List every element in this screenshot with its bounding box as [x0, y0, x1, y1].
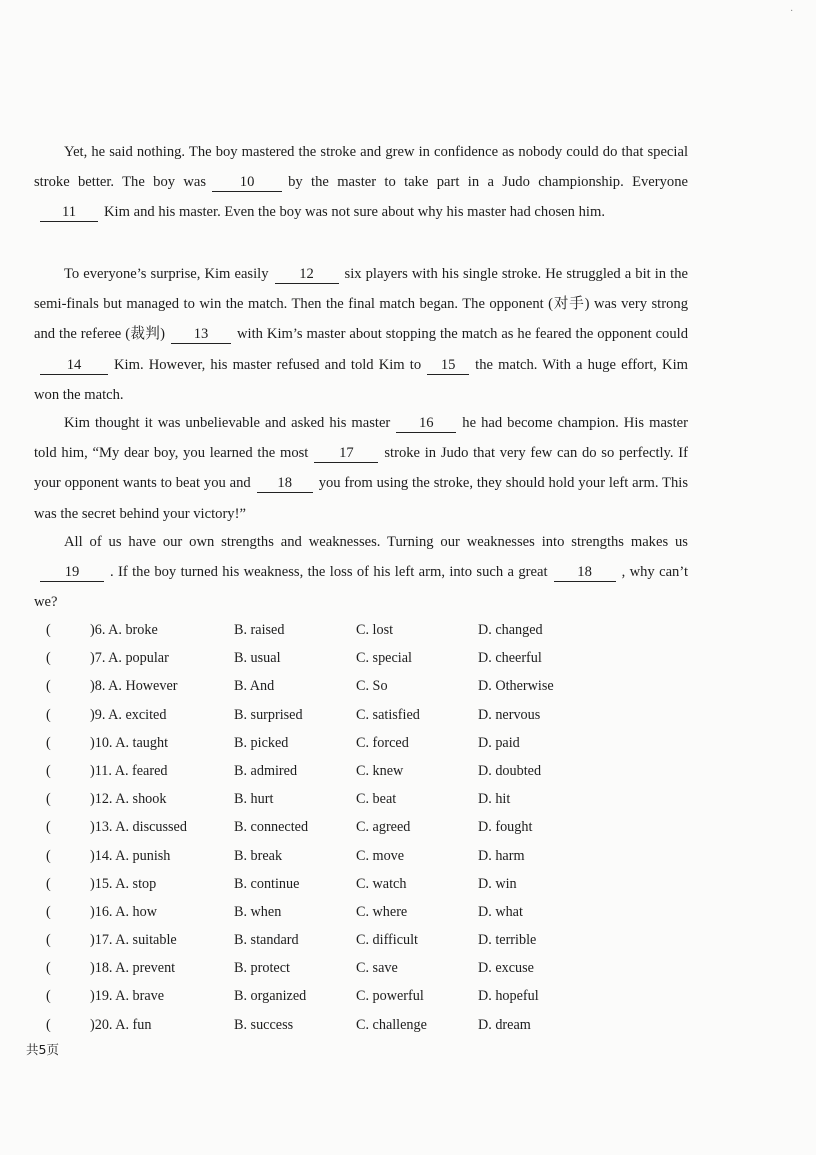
answer-paren[interactable]: (: [46, 932, 51, 949]
question-row: [46, 954, 666, 982]
option-b: B. standard: [234, 932, 299, 949]
question-row: [46, 729, 666, 757]
option-a: )20. A. fun: [90, 1016, 152, 1033]
option-d: D. win: [478, 875, 517, 892]
option-b: B. raised: [234, 622, 285, 638]
text: six players with his single stroke. He struggled a bit in the semi-finals but managed to win the match. Then the final match began. The opponent (对手) was very strong and the referee (裁判): [34, 266, 688, 343]
option-d: D. doubted: [478, 762, 542, 779]
blank-11: 11: [40, 203, 98, 222]
option-c: C. lost: [356, 622, 394, 638]
option-a: )19. A. brave: [90, 988, 165, 1005]
answer-options: [46, 616, 666, 1039]
blank-18: 18: [257, 474, 313, 493]
option-a: )8. A. However: [90, 678, 178, 695]
text: stroke in Judo that very few can do so perfectly. If your opponent wants to beat you and: [34, 445, 688, 492]
option-a: )6. A. broke: [90, 622, 158, 638]
answer-paren[interactable]: (: [46, 903, 51, 920]
question-row: [46, 982, 666, 1010]
blank-13: 13: [171, 325, 231, 344]
option-d: D. dream: [478, 1016, 531, 1033]
text: To everyone’s surprise, Kim easily: [64, 266, 269, 282]
option-a: )15. A. stop: [90, 875, 157, 892]
text: you from using the stroke, they should hold your left arm. This was the secret behind your victory!”: [34, 475, 688, 522]
answer-paren[interactable]: (: [46, 819, 51, 836]
paragraph-2: [34, 259, 688, 410]
text: , why can’t we?: [34, 564, 688, 611]
option-a: )7. A. popular: [90, 650, 169, 667]
answer-paren[interactable]: (: [46, 678, 51, 695]
text: Kim and his master. Even the boy was not sure about why his master had chosen him.: [104, 204, 605, 221]
answer-paren[interactable]: (: [46, 622, 51, 638]
option-b: B. when: [234, 903, 282, 920]
option-d: D. what: [478, 903, 523, 920]
option-c: C. So: [356, 678, 388, 695]
option-d: D. changed: [478, 622, 543, 638]
blank-19: 19: [40, 563, 104, 582]
option-c: C. beat: [356, 791, 397, 808]
corner-mark: ·: [790, 6, 794, 17]
answer-paren[interactable]: (: [46, 762, 51, 779]
answer-paren[interactable]: (: [46, 847, 51, 864]
question-row: [46, 616, 666, 644]
option-b: B. organized: [234, 988, 307, 1005]
option-a: )17. A. suitable: [90, 932, 177, 949]
option-c: C. knew: [356, 762, 404, 779]
blank-15: 15: [427, 356, 469, 375]
option-d: D. paid: [478, 734, 520, 751]
option-d: D. terrible: [478, 932, 537, 949]
text: Kim thought it was unbelievable and asked his master: [64, 415, 391, 431]
answer-paren[interactable]: (: [46, 706, 51, 723]
option-c: C. forced: [356, 734, 409, 751]
option-a: )11. A. feared: [90, 762, 168, 779]
option-b: B. admired: [234, 762, 298, 779]
option-b: B. usual: [234, 650, 281, 667]
page-footer: 共5页: [26, 1042, 59, 1057]
blank-17: 17: [314, 444, 378, 463]
answer-paren[interactable]: (: [46, 875, 51, 892]
option-c: C. challenge: [356, 1016, 427, 1033]
option-b: B. And: [234, 678, 275, 695]
text: the match. With a huge effort, Kim won the match.: [34, 356, 688, 403]
option-b: B. connected: [234, 819, 309, 836]
option-d: D. cheerful: [478, 650, 542, 667]
option-a: )9. A. excited: [90, 706, 167, 723]
option-c: C. satisfied: [356, 706, 420, 723]
question-row: [46, 757, 666, 785]
option-d: D. excuse: [478, 960, 534, 977]
answer-paren[interactable]: (: [46, 650, 51, 667]
option-b: B. picked: [234, 734, 289, 751]
text: . If the boy turned his weakness, the loss of his left arm, into such a great: [110, 564, 548, 581]
text: Kim. However, his master refused and told Kim to: [114, 356, 422, 373]
option-a: )13. A. discussed: [90, 819, 187, 836]
question-row: [46, 870, 666, 898]
answer-paren[interactable]: (: [46, 734, 51, 751]
text: Yet, he said nothing. The boy mastered the stroke and grew in confidence as nobody could do that special stroke better. The boy was: [34, 144, 688, 191]
option-c: C. special: [356, 650, 412, 667]
option-c: C. save: [356, 960, 398, 977]
option-c: C. watch: [356, 875, 407, 892]
text: by the master to take part in a Judo championship. Everyone: [288, 174, 688, 191]
option-c: C. agreed: [356, 819, 411, 836]
option-b: B. protect: [234, 960, 290, 977]
question-row: [46, 842, 666, 870]
paragraph-4: [34, 527, 688, 618]
blank-20: 18: [554, 563, 616, 582]
option-b: B. continue: [234, 875, 300, 892]
option-d: D. Otherwise: [478, 678, 554, 695]
question-row: [46, 672, 666, 700]
option-b: B. hurt: [234, 791, 274, 808]
answer-paren[interactable]: (: [46, 988, 51, 1005]
option-c: C. difficult: [356, 932, 419, 949]
paragraph-3: [34, 408, 688, 529]
option-a: )14. A. punish: [90, 847, 171, 864]
question-row: [46, 785, 666, 813]
option-b: B. surprised: [234, 706, 303, 723]
blank-16: 16: [396, 414, 456, 433]
option-d: D. hit: [478, 791, 511, 808]
text: he had become champion. His master told him, “My dear boy, you learned the most: [34, 415, 688, 462]
option-c: C. move: [356, 847, 405, 864]
option-d: D. fought: [478, 819, 533, 836]
question-row: [46, 644, 666, 672]
option-a: )16. A. how: [90, 903, 157, 920]
option-b: B. break: [234, 847, 283, 864]
option-c: C. where: [356, 903, 408, 920]
question-row: [46, 1011, 666, 1039]
question-row: [46, 898, 666, 926]
option-a: )10. A. taught: [90, 734, 169, 751]
answer-paren[interactable]: (: [46, 1016, 51, 1033]
question-row: [46, 926, 666, 954]
blank-14: 14: [40, 356, 108, 375]
answer-paren[interactable]: (: [46, 791, 51, 808]
option-a: )12. A. shook: [90, 791, 167, 808]
question-row: [46, 701, 666, 729]
option-b: B. success: [234, 1016, 294, 1033]
option-c: C. powerful: [356, 988, 424, 1005]
option-a: )18. A. prevent: [90, 960, 176, 977]
question-row: [46, 813, 666, 841]
paragraph-1: [34, 137, 688, 228]
option-d: D. nervous: [478, 706, 541, 723]
text: All of us have our own strengths and weaknesses. Turning our weaknesses into strengths makes us: [64, 534, 688, 550]
text: with Kim’s master about stopping the match as he feared the opponent could: [237, 326, 688, 343]
option-d: D. hopeful: [478, 988, 539, 1005]
blank-10: 10: [212, 173, 282, 192]
blank-12: 12: [275, 265, 339, 284]
answer-paren[interactable]: (: [46, 960, 51, 977]
option-d: D. harm: [478, 847, 525, 864]
